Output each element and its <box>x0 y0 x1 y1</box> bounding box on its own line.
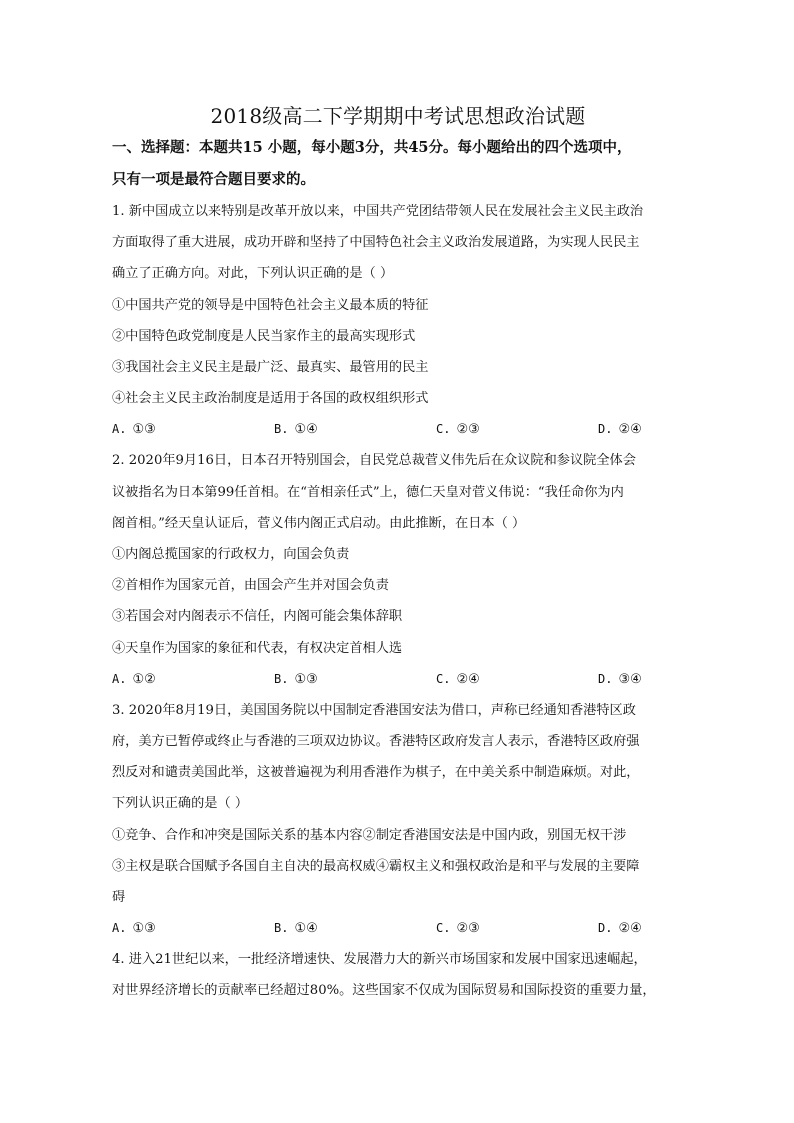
question-text-line: 方面取得了重大进展，成功开辟和坚持了中国特色社会主义政治发展道路，为实现人民民主 <box>112 235 640 251</box>
choice-text: ①③ <box>132 422 156 438</box>
question-text-line: 2. 2020年9月16日，日本召开特别国会，自民党总裁菅义伟先后在众议院和参议院全体会 <box>112 453 636 469</box>
choice-a <box>112 913 274 944</box>
choice-text: ①④ <box>294 422 318 438</box>
choice-text: ②④ <box>456 671 480 687</box>
choice-letter: B. <box>274 422 289 437</box>
choice-text: ②③ <box>456 422 480 438</box>
question-text-line: 确立了正确方向。对此，下列认识正确的是（ ） <box>112 266 394 282</box>
question-text-line: 府，美方已暂停或终止与香港的三项双边协议。香港特区政府发言人表示，香港特区政府强 <box>112 734 640 750</box>
question-text-line: 议被指名为日本第99任首相。在“首相亲任式”上，德仁天皇对菅义伟说：“我任命你为内 <box>112 484 624 500</box>
choice-a <box>112 664 274 695</box>
choice-b <box>274 414 436 445</box>
answer-choices <box>112 414 684 445</box>
question-text-line: 3. 2020年8月19日，美国国务院以中国制定香港国安法为借口，声称已经通知香港特区政 <box>112 702 636 718</box>
choice-letter: A. <box>112 671 127 686</box>
question-text-line: 对世界经济增长的贡献率已经超过80%。这些国家不仅成为国际贸易和国际投资的重要力量， <box>112 983 656 999</box>
choice-letter: D. <box>598 422 613 437</box>
choice-text: ①③ <box>132 921 156 937</box>
statement-option: ③我国社会主义民主是最广泛、最真实、最管用的民主 <box>112 360 429 376</box>
choice-b <box>274 664 436 695</box>
choice-letter: C. <box>436 422 451 437</box>
section-heading-line-1: 一、选择题：本题共15 小题，每小题3分，共45分。每小题给出的四个选项中， <box>112 139 632 156</box>
choice-text: ②④ <box>618 921 642 937</box>
choice-d <box>598 664 642 695</box>
choice-text: ①② <box>132 671 156 687</box>
choice-letter: A. <box>112 422 127 437</box>
choice-d <box>598 913 642 944</box>
choice-letter: A. <box>112 921 127 936</box>
choice-a <box>112 414 274 445</box>
statement-option: ③主权是联合国赋予各国自主自决的最高权威④霸权主义和强权政治是和平与发展的主要障 <box>112 858 640 874</box>
statement-option: ①竞争、合作和冲突是国际关系的基本内容②制定香港国安法是中国内政，别国无权干涉 <box>112 827 627 843</box>
choice-letter: B. <box>274 921 289 936</box>
question-text-line: 下列认识正确的是（ ） <box>112 796 249 812</box>
choice-text: ①③ <box>294 671 318 687</box>
choice-letter: B. <box>274 671 289 686</box>
exam-title: 2018级高二下学期期中考试思想政治试题 <box>210 104 586 128</box>
answer-choices <box>112 664 684 695</box>
choice-text: ②③ <box>456 921 480 937</box>
question-text-line: 4. 进入21世纪以来，一批经济增速快、发展潜力大的新兴市场国家和发展中国家迅速崛起， <box>112 952 647 968</box>
choice-c <box>436 664 598 695</box>
statement-option: ④社会主义民主政治制度是适用于各国的政权组织形式 <box>112 391 429 407</box>
choice-text: ①④ <box>294 921 318 937</box>
choice-letter: D. <box>598 671 613 686</box>
question-text-line: 阁首相。”经天皇认证后，菅义伟内阁正式启动。由此推断，在日本（ ） <box>112 515 526 531</box>
choice-letter: D. <box>598 921 613 936</box>
question-1 <box>112 196 684 445</box>
choice-text: ②④ <box>618 422 642 438</box>
question-2 <box>112 445 684 694</box>
statement-option: ③若国会对内阁表示不信任，内阁可能会集体辞职 <box>112 609 403 625</box>
statement-option: ①内阁总揽国家的行政权力，向国会负责 <box>112 547 350 563</box>
choice-text: ③④ <box>618 671 642 687</box>
question-4 <box>112 944 684 1006</box>
question-text-line: 1. 新中国成立以来特别是改革开放以来，中国共产党团结带领人民在发展社会主义民主政治 <box>112 204 644 219</box>
question-text-line: 烈反对和谴责美国此举，这被普遍视为利用香港作为棋子，在中美关系中制造麻烦。对此， <box>112 765 640 781</box>
choice-b <box>274 913 436 944</box>
section-heading-line-2: 只有一项是最符合题目要求的。 <box>112 171 315 188</box>
choice-letter: C. <box>436 671 451 686</box>
statement-option: ①中国共产党的领导是中国特色社会主义最本质的特征 <box>112 297 429 313</box>
choice-letter: C. <box>436 921 451 936</box>
answer-choices <box>112 913 684 944</box>
statement-option: ②中国特色政党制度是人民当家作主的最高实现形式 <box>112 328 416 344</box>
statement-option: ④天皇作为国家的象征和代表，有权决定首相人选 <box>112 640 403 656</box>
question-3 <box>112 695 684 944</box>
statement-option: ②首相作为国家元首，由国会产生并对国会负责 <box>112 578 389 594</box>
choice-c <box>436 913 598 944</box>
statement-option: 碍 <box>112 890 126 906</box>
choice-d <box>598 414 642 445</box>
choice-c <box>436 414 598 445</box>
